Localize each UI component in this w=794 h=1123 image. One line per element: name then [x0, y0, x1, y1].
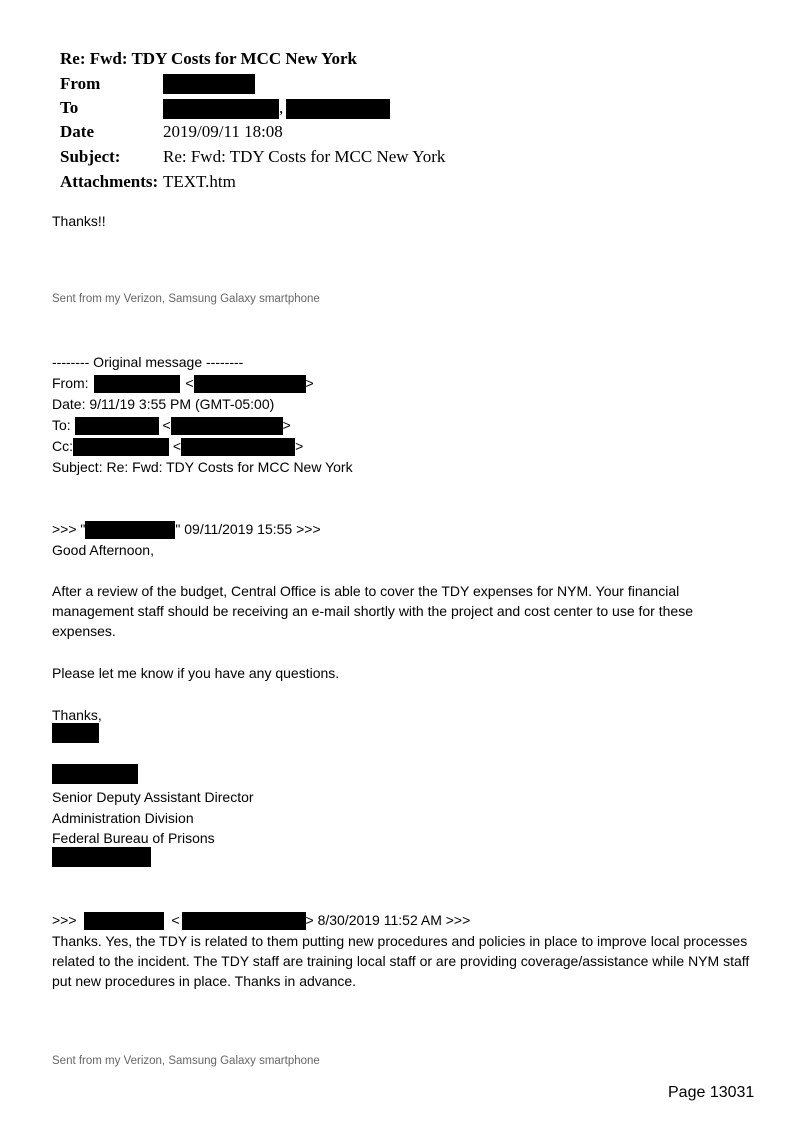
quote1-sig-org: Federal Bureau of Prisons: [52, 830, 215, 846]
attachments-label: Attachments:: [60, 172, 159, 191]
gt-bracket: >: [282, 417, 291, 433]
quote1-greeting: Good Afternoon,: [52, 542, 154, 558]
lt-bracket: <: [162, 417, 171, 433]
original-cc-name-redaction: [73, 438, 169, 456]
lt-bracket: <: [185, 375, 194, 391]
quote1-header: [52, 519, 321, 539]
quote1-suffix: " 09/11/2019 15:55 >>>: [175, 521, 321, 537]
gt-bracket: >: [305, 375, 314, 391]
to-separator: ,: [279, 98, 284, 117]
original-to-email-redaction: [171, 417, 283, 435]
quote2-prefix: >>>: [52, 912, 77, 928]
quote2-body: Thanks. Yes, the TDY is related to them putting new procedures and policies in place to improve local processes related to the incident. The TDY staff are training local staff or are providing coverage/assistance while NYM staff put new procedures in place. Thanks in advance.: [52, 933, 750, 989]
original-message-separator: -------- Original message --------: [52, 354, 244, 370]
date-label: Date: [60, 122, 94, 141]
original-from-label: From:: [52, 375, 89, 391]
email-title: Re: Fwd: TDY Costs for MCC New York: [60, 49, 357, 68]
original-to-label: To:: [52, 417, 71, 433]
original-to-name-redaction: [75, 417, 159, 435]
quote1-signer-redaction: [52, 723, 99, 743]
original-from-email-redaction: [194, 375, 306, 393]
original-cc-label: Cc:: [52, 438, 73, 454]
quote1-paragraph-1: After a review of the budget, Central Office is able to cover the TDY expenses for NYM. Your financial management staff should be receiving an e-mail shortly with the project and cost center to use for these expenses.: [52, 583, 693, 639]
from-redaction: [163, 74, 255, 94]
reply-signature: Sent from my Verizon, Samsung Galaxy smartphone: [52, 293, 320, 305]
subject-label: Subject:: [60, 147, 121, 166]
quote2-sender-redaction: [84, 912, 164, 930]
quote1-closing: Thanks,: [52, 707, 102, 723]
lt-bracket: <: [172, 438, 182, 454]
subject-value: Re: Fwd: TDY Costs for MCC New York: [163, 147, 446, 166]
original-subject-line: Subject: Re: Fwd: TDY Costs for MCC New York: [52, 459, 353, 475]
date-value: 2019/09/11 18:08: [163, 122, 283, 141]
quote1-prefix: >>> ": [52, 521, 86, 537]
quote2-suffix: > 8/30/2019 11:52 AM >>>: [305, 912, 471, 928]
original-cc-email-redaction: [181, 438, 295, 456]
to-value: [163, 98, 390, 119]
quote1-sig-contact-redaction: [52, 847, 151, 867]
from-label: From: [60, 74, 101, 93]
original-date-line: Date: 9/11/19 3:55 PM (GMT-05:00): [52, 396, 275, 412]
quote2-header: [52, 910, 470, 930]
quote2-lt: <: [171, 912, 180, 928]
original-cc-line: [52, 436, 303, 456]
original-to-line: [52, 415, 291, 435]
reply-text: Thanks!!: [52, 213, 106, 229]
quote2-signature: Sent from my Verizon, Samsung Galaxy smartphone: [52, 1055, 320, 1067]
to-redaction-1: [163, 99, 279, 119]
gt-bracket: >: [295, 438, 304, 454]
quote1-sig-division: Administration Division: [52, 810, 194, 826]
quote1-sender-redaction: [85, 521, 175, 539]
quote1-signer-name-redaction: [52, 764, 138, 784]
page-number: Page 13031: [668, 1084, 755, 1101]
original-from-name-redaction: [94, 375, 180, 393]
quote1-paragraph-2: Please let me know if you have any questions.: [52, 665, 340, 681]
attachments-value[interactable]: TEXT.htm: [163, 172, 236, 191]
original-from-line: [52, 373, 314, 393]
to-redaction-2: [286, 99, 390, 119]
to-label: To: [60, 98, 79, 117]
quote2-email-redaction: [182, 912, 306, 930]
quote1-sig-title: Senior Deputy Assistant Director: [52, 789, 254, 805]
